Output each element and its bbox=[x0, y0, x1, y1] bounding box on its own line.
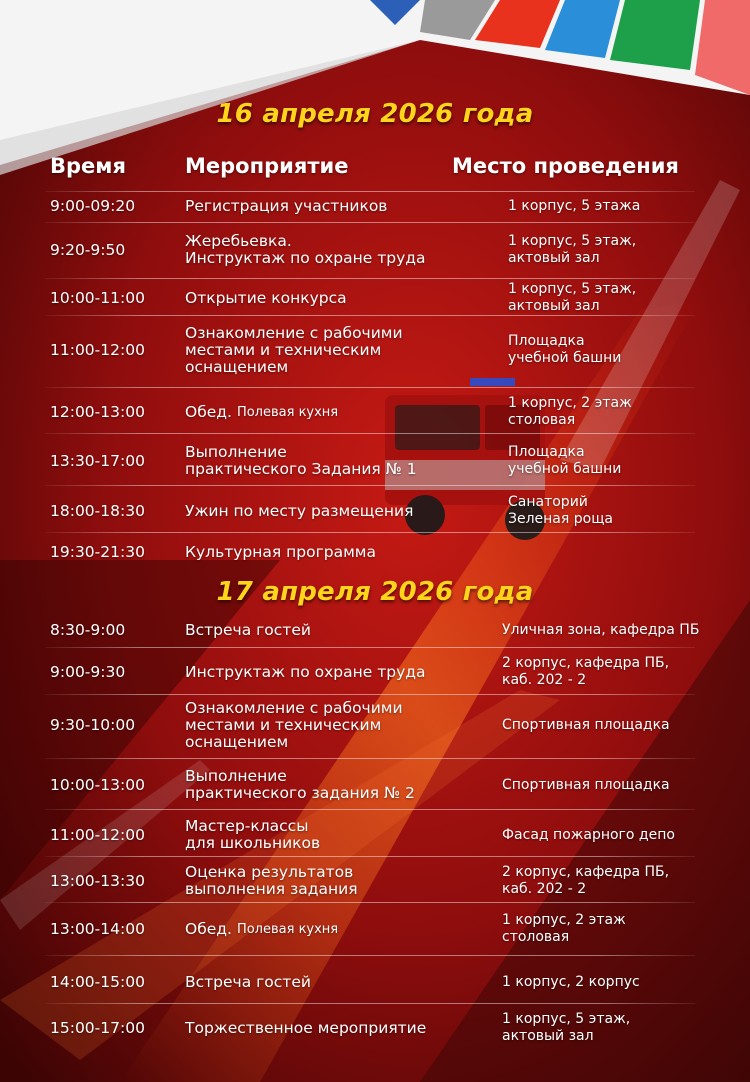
row-event bbox=[185, 616, 485, 644]
row-separator bbox=[45, 315, 695, 316]
row-time: 18:00-18:30 bbox=[50, 502, 145, 520]
row-time: 9:00-9:30 bbox=[50, 663, 126, 681]
row-place: Фасад пожарного депо bbox=[502, 826, 675, 843]
row-place: Площадка учебной башни bbox=[508, 333, 622, 366]
row-time: 19:30-21:30 bbox=[50, 543, 145, 561]
day2-title: 17 апреля 2026 года bbox=[216, 577, 534, 607]
row-place: Спортивная площадка bbox=[502, 716, 670, 733]
table-row bbox=[0, 616, 750, 644]
row-time: 9:30-10:00 bbox=[50, 716, 136, 734]
row-event-note: Полевая кухня bbox=[236, 921, 339, 937]
header-place: Место проведения bbox=[452, 154, 679, 178]
row-event-note: Полевая кухня bbox=[236, 404, 339, 420]
row-event bbox=[185, 963, 485, 1001]
row-separator bbox=[45, 955, 695, 956]
header-event: Мероприятие bbox=[185, 154, 349, 178]
row-place: 2 корпус, кафедра ПБ, каб. 202 - 2 bbox=[502, 655, 670, 688]
row-time: 13:30-17:00 bbox=[50, 452, 145, 470]
row-event bbox=[185, 322, 485, 378]
row-separator bbox=[45, 856, 695, 857]
row-event bbox=[185, 814, 485, 856]
row-separator bbox=[45, 191, 695, 192]
row-place: 2 корпус, кафедра ПБ, каб. 202 - 2 bbox=[502, 864, 670, 897]
row-separator bbox=[45, 278, 695, 279]
row-event bbox=[185, 491, 485, 531]
row-separator bbox=[45, 433, 695, 434]
row-event-text: Инструктаж по охране труда bbox=[185, 662, 426, 681]
row-event-text: Ознакомление с рабочими местами и техническим оснащением bbox=[185, 698, 403, 751]
row-time: 13:00-13:30 bbox=[50, 872, 145, 890]
row-time: 10:00-13:00 bbox=[50, 776, 145, 794]
row-time: 15:00-17:00 bbox=[50, 1019, 145, 1037]
table-row bbox=[0, 963, 750, 1001]
row-place: 1 корпус, 2 корпус bbox=[502, 973, 640, 990]
row-event-text: Ознакомление с рабочими местами и техническим оснащением bbox=[185, 323, 403, 376]
table-row bbox=[0, 227, 750, 273]
row-event bbox=[185, 194, 485, 218]
day1-title: 16 апреля 2026 года bbox=[216, 99, 534, 129]
row-place bbox=[508, 538, 743, 566]
row-time: 11:00-12:00 bbox=[50, 341, 145, 359]
row-place: 1 корпус, 5 этаж, актовый зал bbox=[508, 281, 637, 314]
row-time: 9:20-9:50 bbox=[50, 241, 126, 259]
table-row bbox=[0, 906, 750, 952]
row-event bbox=[185, 762, 485, 808]
row-place: 1 корпус, 2 этаж столовая bbox=[508, 395, 632, 428]
row-event bbox=[185, 906, 485, 952]
row-event-text: Встреча гостей bbox=[185, 620, 311, 639]
row-time: 11:00-12:00 bbox=[50, 826, 145, 844]
table-row bbox=[0, 762, 750, 808]
row-event bbox=[185, 538, 485, 566]
row-separator bbox=[45, 902, 695, 903]
header-time: Время bbox=[50, 154, 126, 178]
table-row bbox=[0, 491, 750, 531]
row-event bbox=[185, 860, 485, 902]
row-separator bbox=[45, 647, 695, 648]
table-row bbox=[0, 697, 750, 753]
row-event-text: Жеребьевка. Инструктаж по охране труда bbox=[185, 232, 426, 267]
row-place: Уличная зона, кафедра ПБ bbox=[502, 621, 700, 638]
table-row bbox=[0, 1008, 750, 1048]
table-row bbox=[0, 538, 750, 566]
row-event-text: Торжественное мероприятие bbox=[185, 1018, 427, 1037]
row-event bbox=[185, 1008, 485, 1048]
row-event-text: Культурная программа bbox=[185, 542, 376, 561]
row-event-text: Открытие конкурса bbox=[185, 288, 347, 307]
row-separator bbox=[45, 222, 695, 223]
row-event bbox=[185, 227, 485, 273]
row-event-text: Обед. bbox=[185, 402, 232, 421]
row-time: 9:00-09:20 bbox=[50, 197, 136, 215]
row-place: 1 корпус, 5 этаж, актовый зал bbox=[508, 233, 637, 266]
row-place: Спортивная площадка bbox=[502, 776, 670, 793]
table-row bbox=[0, 860, 750, 902]
table-row bbox=[0, 322, 750, 378]
row-separator bbox=[45, 532, 695, 533]
row-event bbox=[185, 283, 485, 313]
row-separator bbox=[45, 387, 695, 388]
table-row bbox=[0, 814, 750, 856]
row-separator bbox=[45, 694, 695, 695]
row-time: 14:00-15:00 bbox=[50, 973, 145, 991]
table-row bbox=[0, 392, 750, 432]
row-time: 12:00-13:00 bbox=[50, 403, 145, 421]
row-event bbox=[185, 697, 485, 753]
row-separator bbox=[45, 758, 695, 759]
row-event bbox=[185, 392, 485, 432]
row-time: 10:00-11:00 bbox=[50, 289, 145, 307]
table-row bbox=[0, 650, 750, 694]
row-place: 1 корпус, 5 этажа bbox=[508, 197, 641, 214]
row-time: 8:30-9:00 bbox=[50, 621, 126, 639]
table-row bbox=[0, 283, 750, 313]
table-row bbox=[0, 194, 750, 218]
row-separator bbox=[45, 485, 695, 486]
row-place: 1 корпус, 2 этаж столовая bbox=[502, 912, 626, 945]
row-event-text: Выполнение практического Задания № 1 bbox=[185, 443, 417, 478]
row-event-text: Оценка результатов выполнения задания bbox=[185, 863, 358, 898]
row-event-text: Мастер-классы для школьников bbox=[185, 817, 321, 852]
table-row bbox=[0, 438, 750, 484]
row-event-text: Встреча гостей bbox=[185, 972, 311, 991]
row-event-text: Ужин по месту размещения bbox=[185, 501, 414, 520]
row-place: Санаторий Зеленая роща bbox=[508, 494, 613, 527]
row-place: 1 корпус, 5 этаж, актовый зал bbox=[502, 1011, 631, 1044]
row-time: 13:00-14:00 bbox=[50, 920, 145, 938]
row-event-text: Выполнение практического задания № 2 bbox=[185, 767, 415, 802]
row-separator bbox=[45, 809, 695, 810]
row-separator bbox=[45, 1003, 695, 1004]
row-event-text: Обед. bbox=[185, 919, 232, 938]
row-event bbox=[185, 650, 485, 694]
row-place: Площадка учебной башни bbox=[508, 444, 622, 477]
row-event bbox=[185, 438, 485, 484]
row-event-text: Регистрация участников bbox=[185, 196, 388, 215]
